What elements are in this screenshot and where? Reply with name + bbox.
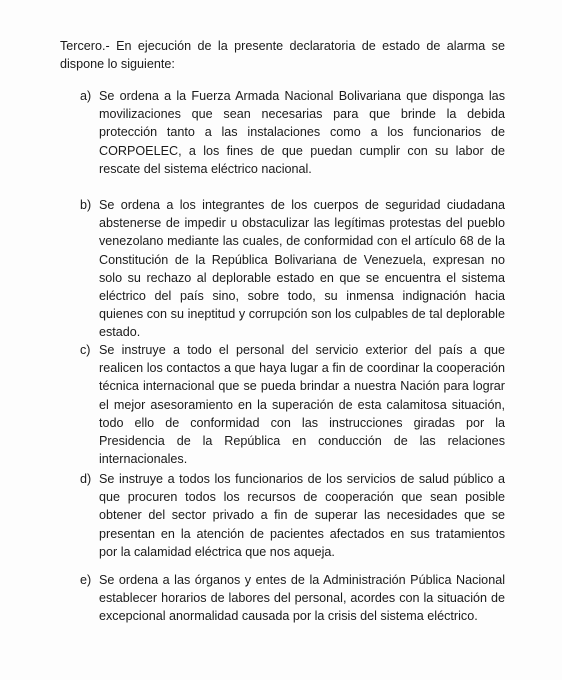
item-marker: a)	[80, 89, 92, 103]
item-text: Se instruye a todos los funcionarios de los servicios de salud público a que procuren todos los recursos de cooperación que sean posible obtener del sector privado a fin de superar las necesidades que se presentan en la atención de pacientes afectados en sus tratamientos por la calamidad eléctrica que nos aqueja.	[99, 472, 505, 559]
item-marker: e)	[80, 573, 92, 587]
list-item-c	[80, 341, 505, 468]
item-text: Se instruye a todo el personal del servicio exterior del país a que realicen los contactos a que haya lugar a fin de coordinar la cooperación técnica internacional que se pueda brindar a nuestra Nación para lograr el mejor asesoramiento en la superación de esta calamitosa situación, todo ello de conformidad con las instrucciones giradas por la Presidencia de la República en conducción de las relaciones internacionales.	[99, 343, 505, 467]
list-item-a	[80, 87, 505, 178]
item-text: Se ordena a los integrantes de los cuerpos de seguridad ciudadana abstenerse de impedir u obstaculizar las legítimas protestas del pueblo venezolano mediante las cuales, de conformidad con el artículo 68 de la Constitución de la República Bolivariana de Venezuela, expresan no solo su rechazo al deplorable estado en que se encuentra el sistema eléctrico del país sino, sobre todo, su inmensa indignación hacia quienes con su ineptitud y corrupción son los culpables de tal deplorable estado.	[99, 198, 505, 340]
list-item-b	[80, 196, 505, 342]
item-text: Se ordena a las órganos y entes de la Administración Pública Nacional establecer horarios de labores del personal, acordes con la situación de excepcional anormalidad causada por la crisis del sistema eléctrico.	[99, 573, 505, 624]
item-marker: c)	[80, 343, 91, 357]
list-item-d	[80, 470, 505, 561]
list-item-e	[80, 571, 505, 626]
item-marker: b)	[80, 198, 92, 212]
intro-paragraph: Tercero.- En ejecución de la presente declaratoria de estado de alarma se dispone lo siguiente:	[60, 39, 505, 72]
item-text: Se ordena a la Fuerza Armada Nacional Bolivariana que disponga las movilizaciones que sean necesarias para que brinde la debida protección tanto a las instalaciones como a los funcionarios de CORPOELEC, a los fines de que puedan cumplir con su labor de rescate del sistema eléctrico nacional.	[99, 89, 505, 176]
item-marker: d)	[80, 472, 92, 486]
